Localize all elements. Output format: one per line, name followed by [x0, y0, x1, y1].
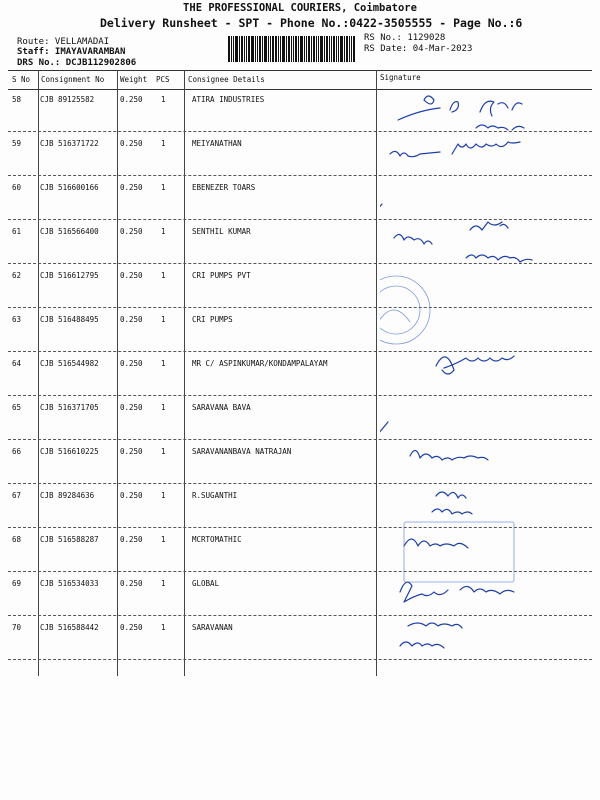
row-consignee: EBENEZER TOARS [192, 183, 256, 192]
col-weight: Weight [120, 75, 148, 84]
row-sno: 67 [12, 491, 22, 500]
route-label: Route: VELLAMADAI [17, 37, 110, 47]
row-consignment: CJB 516610225 [40, 447, 99, 456]
row-consignment: CJB 516588287 [40, 535, 99, 544]
row-weight: 0.250 [120, 227, 143, 236]
row-pcs: 1 [161, 359, 166, 368]
row-pcs: 1 [161, 447, 166, 456]
staff-label: Staff: IMAYAVARAMBAN [17, 47, 126, 57]
row-pcs: 1 [161, 579, 166, 588]
row-consignment: CJB 516371722 [40, 139, 99, 148]
row-weight: 0.250 [120, 271, 143, 280]
row-sno: 70 [12, 623, 22, 632]
barcode [228, 36, 358, 62]
row-weight: 0.250 [120, 139, 143, 148]
row-weight: 0.250 [120, 183, 143, 192]
row-weight: 0.250 [120, 403, 143, 412]
row-sno: 60 [12, 183, 22, 192]
row-weight: 0.250 [120, 535, 143, 544]
row-sno: 69 [12, 579, 22, 588]
row-consignee: SARAVANA BAVA [192, 403, 251, 412]
row-consignee: SARAVANAN [192, 623, 233, 632]
row-consignment: CJB 516371705 [40, 403, 99, 412]
row-consignment: CJB 516612795 [40, 271, 99, 280]
row-pcs: 1 [161, 139, 166, 148]
row-sno: 62 [12, 271, 22, 280]
row-sno: 58 [12, 95, 22, 104]
row-consignment: CJB 516600166 [40, 183, 99, 192]
row-pcs: 1 [161, 227, 166, 236]
row-consignment: CJB 516566400 [40, 227, 99, 236]
col-consignee: Consignee Details [188, 75, 265, 84]
row-consignee: SARAVANANBAVA NATRAJAN [192, 447, 292, 456]
handwritten-signatures [380, 70, 590, 670]
row-pcs: 1 [161, 271, 166, 280]
row-consignee: MCRTOMATHIC [192, 535, 242, 544]
row-consignee: SENTHIL KUMAR [192, 227, 251, 236]
row-pcs: 1 [161, 623, 166, 632]
col-pcs: PCS [156, 75, 170, 84]
row-pcs: 1 [161, 315, 166, 324]
row-sno: 65 [12, 403, 22, 412]
row-consignee: CRI PUMPS PVT [192, 271, 251, 280]
row-weight: 0.250 [120, 623, 143, 632]
row-consignee: CRI PUMPS [192, 315, 233, 324]
col-sno: S No [12, 75, 31, 84]
row-weight: 0.250 [120, 491, 143, 500]
row-consignment: CJB 516534033 [40, 579, 99, 588]
row-consignee: R.SUGANTHI [192, 491, 238, 500]
row-pcs: 1 [161, 95, 166, 104]
row-weight: 0.250 [120, 447, 143, 456]
row-weight: 0.250 [120, 359, 143, 368]
row-consignment: CJB 89125582 [40, 95, 95, 104]
row-weight: 0.250 [120, 315, 143, 324]
rs-number: RS No.: 1129028 [364, 33, 446, 43]
col-consignment: Consignment No [41, 75, 105, 84]
col-signature: Signature [380, 73, 421, 82]
row-consignee: GLOBAL [192, 579, 220, 588]
row-sno: 63 [12, 315, 22, 324]
row-consignee: MEIYANATHAN [192, 139, 242, 148]
row-pcs: 1 [161, 535, 166, 544]
row-weight: 0.250 [120, 95, 143, 104]
row-sno: 61 [12, 227, 22, 236]
row-consignment: CJB 89284636 [40, 491, 95, 500]
runsheet-title: Delivery Runsheet - SPT - Phone No.:0422-3505555 - Page No.:6 [100, 16, 523, 30]
row-pcs: 1 [161, 403, 166, 412]
row-consignee: MR C/ ASPINKUMAR/KONDAMPALAYAM [192, 359, 328, 368]
row-sno: 66 [12, 447, 22, 456]
row-pcs: 1 [161, 491, 166, 500]
row-sno: 59 [12, 139, 22, 148]
rs-date: RS Date: 04-Mar-2023 [364, 44, 473, 54]
company-title: THE PROFESSIONAL COURIERS, Coimbatore [183, 2, 417, 14]
row-consignment: CJB 516488495 [40, 315, 99, 324]
row-consignment: CJB 516544982 [40, 359, 99, 368]
row-sno: 64 [12, 359, 22, 368]
row-consignment: CJB 516588442 [40, 623, 99, 632]
row-pcs: 1 [161, 183, 166, 192]
row-weight: 0.250 [120, 579, 143, 588]
drs-label: DRS No.: DCJB112902806 [17, 58, 137, 68]
row-consignee: ATIRA INDUSTRIES [192, 95, 265, 104]
row-sno: 68 [12, 535, 22, 544]
